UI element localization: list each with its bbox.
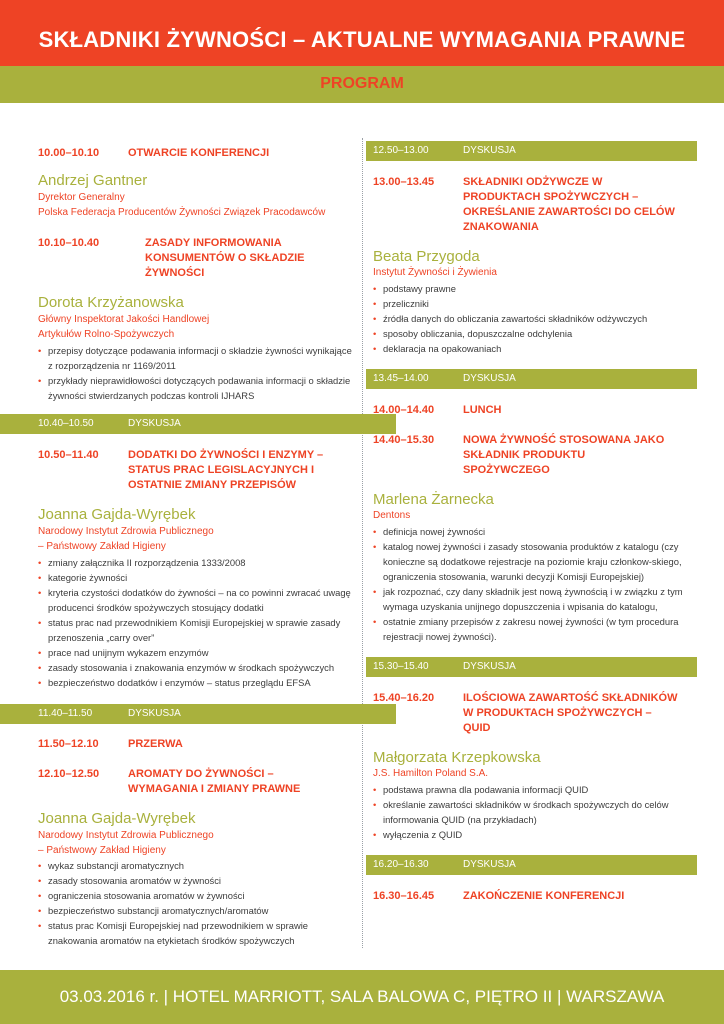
- discussion-bar: [366, 855, 697, 875]
- topic-item: • bezpieczeństwo dodatków i enzymów – status przeglądu EFSA: [38, 675, 358, 690]
- discussion-bar: [0, 704, 396, 724]
- session-title: OTWARCIE KONFERENCJI: [128, 147, 270, 159]
- session-title: AROMATY DO ŻYWNOŚCI – WYMAGANIA I ZMIANY PRAWNE: [128, 768, 301, 795]
- session-title: DODATKI DO ŻYWNOŚCI I ENZYMY – STATUS PRAC LEGISLACYJNYCH I OSTATNIE ZMIANY PRZEPISÓW: [128, 449, 324, 491]
- session: [373, 889, 698, 904]
- affiliation-line: Dyrektor Generalny: [38, 192, 125, 203]
- topic-item: • status prac Komisji Europejskiej nad przewodnikiem w sprawie znakowania aromatów na etykietach środków spożywczych: [38, 918, 358, 948]
- session-title: NOWA ŻYWNOŚĆ STOSOWANA JAKO SKŁADNIK PRODUKTU SPOŻYWCZEGO: [463, 434, 665, 476]
- topic-list: [373, 524, 698, 644]
- session-time: 10.50–11.40: [38, 449, 99, 461]
- session-title: PRZERWA: [128, 738, 183, 750]
- session-time: 13.00–13.45: [373, 176, 435, 188]
- speaker-affiliation: [373, 265, 698, 280]
- affiliation-line: J.S. Hamilton Poland S.A.: [373, 768, 489, 779]
- program-label: PROGRAM: [320, 75, 404, 92]
- break-time: 16.20–16.30: [373, 859, 429, 870]
- topic-item: • źródła danych do obliczania zawartości składników odżywczych: [373, 311, 698, 326]
- speaker-name: Joanna Gajda-Wyrębek: [38, 810, 196, 827]
- topic-item: • wyłączenia z QUID: [373, 827, 698, 842]
- affiliation-line: Polska Federacja Producentów Żywności Związek Pracodawców: [38, 207, 326, 218]
- session: [38, 767, 358, 797]
- speaker-name: Beata Przygoda: [373, 248, 480, 265]
- topic-list: [38, 555, 358, 690]
- speaker-affiliation: [38, 828, 358, 858]
- session-time: 11.50–12.10: [38, 738, 99, 750]
- topic-item: • kategorie żywności: [38, 570, 358, 585]
- topic-item: • status prac nad przewodnikiem Komisji Europejskiej w sprawie zasady przenoszenia „carry over”: [38, 615, 358, 645]
- discussion-bar: [366, 657, 697, 677]
- topic-item: • ostatnie zmiany przepisów z zakresu nowej żywności (w tym procedura rejestracji nowej żywności).: [373, 614, 698, 644]
- session-title: ILOŚCIOWA ZAWARTOŚĆ SKŁADNIKÓW W PRODUKTACH SPOŻYWCZYCH – QUID: [463, 692, 678, 734]
- speaker-affiliation: [373, 766, 698, 781]
- speaker-affiliation: [38, 524, 358, 554]
- topic-item: • zasady stosowania i znakowania enzymów w środkach spożywczych: [38, 660, 358, 675]
- speaker-name: Andrzej Gantner: [38, 172, 148, 189]
- topic-item: • określanie zawartości składników w środkach spożywczych do celów informowania QUID (na przykładach): [373, 797, 698, 827]
- speaker-name: Dorota Krzyżanowska: [38, 294, 184, 311]
- discussion-bar: [0, 414, 396, 434]
- affiliation-line: Dentons: [373, 510, 411, 521]
- session-time: 10.00–10.10: [38, 147, 100, 159]
- topic-item: • definicja nowej żywności: [373, 524, 698, 539]
- page-title: SKŁADNIKI ŻYWNOŚCI – AKTUALNE WYMAGANIA PRAWNE: [38, 27, 686, 52]
- break-time: 10.40–10.50: [38, 418, 94, 429]
- topic-item: • przykłady nieprawidłowości dotyczących podawania informacji o składzie żywności stwierdzanych podczas kontroli IJHARS: [38, 373, 358, 403]
- break-time: 13.45–14.00: [373, 373, 429, 384]
- speaker-affiliation: [38, 190, 358, 220]
- session-time: 15.40–16.20: [373, 692, 435, 704]
- break-time: 11.40–11.50: [38, 708, 93, 719]
- topic-item: • zmiany załącznika II rozporządzenia 1333/2008: [38, 555, 358, 570]
- speaker-name: Małgorzata Krzepkowska: [373, 749, 541, 766]
- event-details: 03.03.2016 r. | HOTEL MARRIOTT, SALA BALOWA C, PIĘTRO II | WARSZAWA: [59, 987, 665, 1006]
- topic-list: [373, 782, 698, 842]
- topic-item: • wykaz substancji aromatycznych: [38, 858, 358, 873]
- topic-item: • przepisy dotyczące podawania informacji o składzie żywności wynikające z rozporządzenia nr 1169/2011: [38, 343, 358, 373]
- session-time: 16.30–16.45: [373, 890, 435, 902]
- session-title: SKŁADNIKI ODŻYWCZE W PRODUKTACH SPOŻYWCZYCH – OKREŚLANIE ZAWARTOŚCI DO CELÓW ZNAKOWANIA: [463, 176, 675, 233]
- session-time: 12.10–12.50: [38, 768, 100, 780]
- break-label: DYSKUSJA: [128, 418, 181, 429]
- speaker-name: Joanna Gajda-Wyrębek: [38, 506, 196, 523]
- speaker-affiliation: [373, 508, 698, 523]
- topic-item: • jak rozpoznać, czy dany składnik jest nową żywnością i w związku z tym wymaga uzyskania unijnego dopuszczenia i wpisania do katalogu,: [373, 584, 698, 614]
- break-time: 12.50–13.00: [373, 145, 429, 156]
- affiliation-line: Narodowy Instytut Zdrowia Publicznego: [38, 526, 214, 537]
- topic-item: • katalog nowej żywności i zasady stosowania produktów z katalogu (czy konieczne są dodatkowe rejestracje na poziomie kraju członkow-skiego, ograniczenia stosowania, warunki decyzji Komisji Europejskiej): [373, 539, 698, 584]
- session: [373, 433, 698, 478]
- session: [373, 691, 698, 736]
- affiliation-line: Narodowy Instytut Zdrowia Publicznego: [38, 830, 214, 841]
- topic-list: [38, 858, 358, 948]
- topic-item: • przeliczniki: [373, 296, 698, 311]
- session-title: LUNCH: [463, 404, 502, 416]
- topic-item: • deklaracja na opakowaniach: [373, 341, 698, 356]
- break-label: DYSKUSJA: [463, 661, 516, 672]
- session: [38, 448, 358, 493]
- topic-list: [373, 281, 698, 356]
- session: [38, 236, 358, 281]
- break-label: DYSKUSJA: [463, 145, 516, 156]
- speaker-name: Marlena Żarnecka: [373, 491, 494, 508]
- discussion-bar: [366, 369, 697, 389]
- session: [373, 403, 698, 418]
- break-label: DYSKUSJA: [463, 373, 516, 384]
- topic-item: • prace nad unijnym wykazem enzymów: [38, 645, 358, 660]
- topic-list: [38, 343, 358, 403]
- session: [373, 175, 698, 235]
- topic-item: • podstawy prawne: [373, 281, 698, 296]
- session: [38, 737, 358, 752]
- affiliation-line: – Państwowy Zakład Higieny: [38, 845, 166, 856]
- session-title: ZASADY INFORMOWANIA KONSUMENTÓW O SKŁADZIE ŻYWNOŚCI: [145, 237, 305, 279]
- session-time: 10.10–10.40: [38, 237, 100, 249]
- column-divider: [362, 138, 363, 948]
- speaker-affiliation: [38, 312, 358, 342]
- break-label: DYSKUSJA: [128, 708, 181, 719]
- session-time: 14.40–15.30: [373, 434, 435, 446]
- session-title: ZAKOŃCZENIE KONFERENCJI: [463, 890, 625, 902]
- affiliation-line: Artykułów Rolno-Spożywczych: [38, 329, 175, 340]
- topic-item: • ograniczenia stosowania aromatów w żywności: [38, 888, 358, 903]
- break-time: 15.30–15.40: [373, 661, 429, 672]
- topic-item: • zasady stosowania aromatów w żywności: [38, 873, 358, 888]
- affiliation-line: Instytut Żywności i Żywienia: [373, 267, 497, 278]
- discussion-bar: [366, 141, 697, 161]
- affiliation-line: Główny Inspektorat Jakości Handlowej: [38, 314, 210, 325]
- session-time: 14.00–14.40: [373, 404, 435, 416]
- topic-item: • kryteria czystości dodatków do żywności – na co powinni zwracać uwagę producenci środków spożywczych stosujący dodatki: [38, 585, 358, 615]
- session: [38, 146, 358, 161]
- topic-item: • podstawa prawna dla podawania informacji QUID: [373, 782, 698, 797]
- topic-item: • bezpieczeństwo substancji aromatycznych/aromatów: [38, 903, 358, 918]
- break-label: DYSKUSJA: [463, 859, 516, 870]
- topic-item: • sposoby obliczania, dopuszczalne odchylenia: [373, 326, 698, 341]
- affiliation-line: – Państwowy Zakład Higieny: [38, 541, 166, 552]
